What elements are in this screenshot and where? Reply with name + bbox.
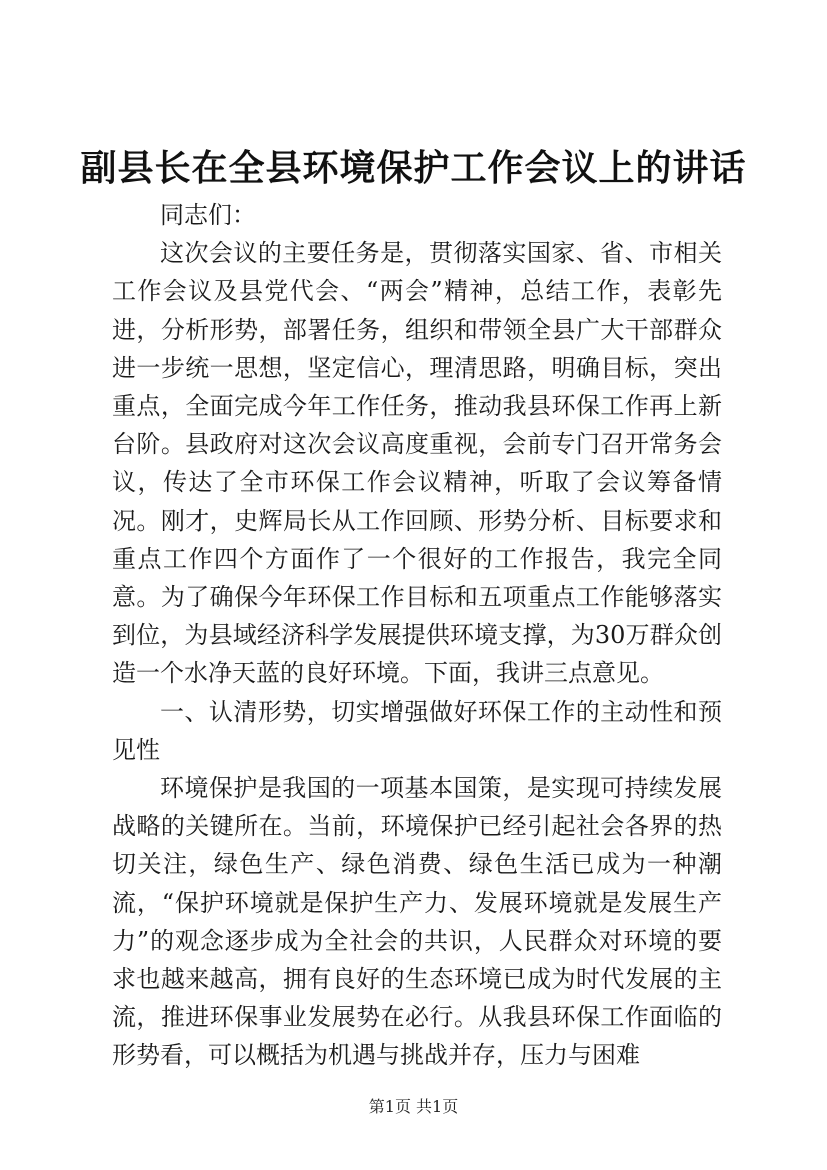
- page-number-footer: 第1页 共1页: [368, 1097, 459, 1116]
- intro-paragraph: 这次会议的主要任务是，贯彻落实国家、省、市相关工作会议及县党代会、“两会”精神，总结工作，表彰先进，分析形势，部署任务，组织和带领全县广大干部群众进一步统一思想，坚定信心，理清思路，明确目标，突出重点，全面完成今年工作任务，推动我县环保工作再上新台阶。县政府对这次会议高度重视，会前专门召开常务会议，传达了全市环保工作会议精神，听取了会议筹备情况。刚才，史辉局长从工作回顾、形势分析、目标要求和重点工作四个方面作了一个很好的工作报告，我完全同意。为了确保今年环保工作目标和五项重点工作能够落实到位，为县域经济科学发展提供环境支撑，为30万群众创造一个水净天蓝的良好环境。下面，我讲三点意见。: [112, 239, 722, 688]
- document-body: [112, 196, 722, 1075]
- section-paragraph: 环境保护是我国的一项基本国策，是实现可持续发展战略的关键所在。当前，环境保护已经引起社会各界的热切关注，绿色生产、绿色消费、绿色生活已成为一种潮流，“保护环境就是保护生产力、发展环境就是发展生产力”的观念逐步成为全社会的共识，人民群众对环境的要求也越来越高，拥有良好的生态环境已成为时代发展的主流，推进环保事业发展势在必行。从我县环保工作面临的形势看，可以概括为机遇与挑战并存，压力与困难: [112, 774, 722, 1070]
- document-title: 副县长在全县环境保护工作会议上的讲话: [80, 147, 747, 189]
- section-heading: 一、认清形势，切实增强做好环保工作的主动性和预见性: [112, 697, 722, 764]
- salutation-paragraph: 同志们：: [160, 201, 256, 229]
